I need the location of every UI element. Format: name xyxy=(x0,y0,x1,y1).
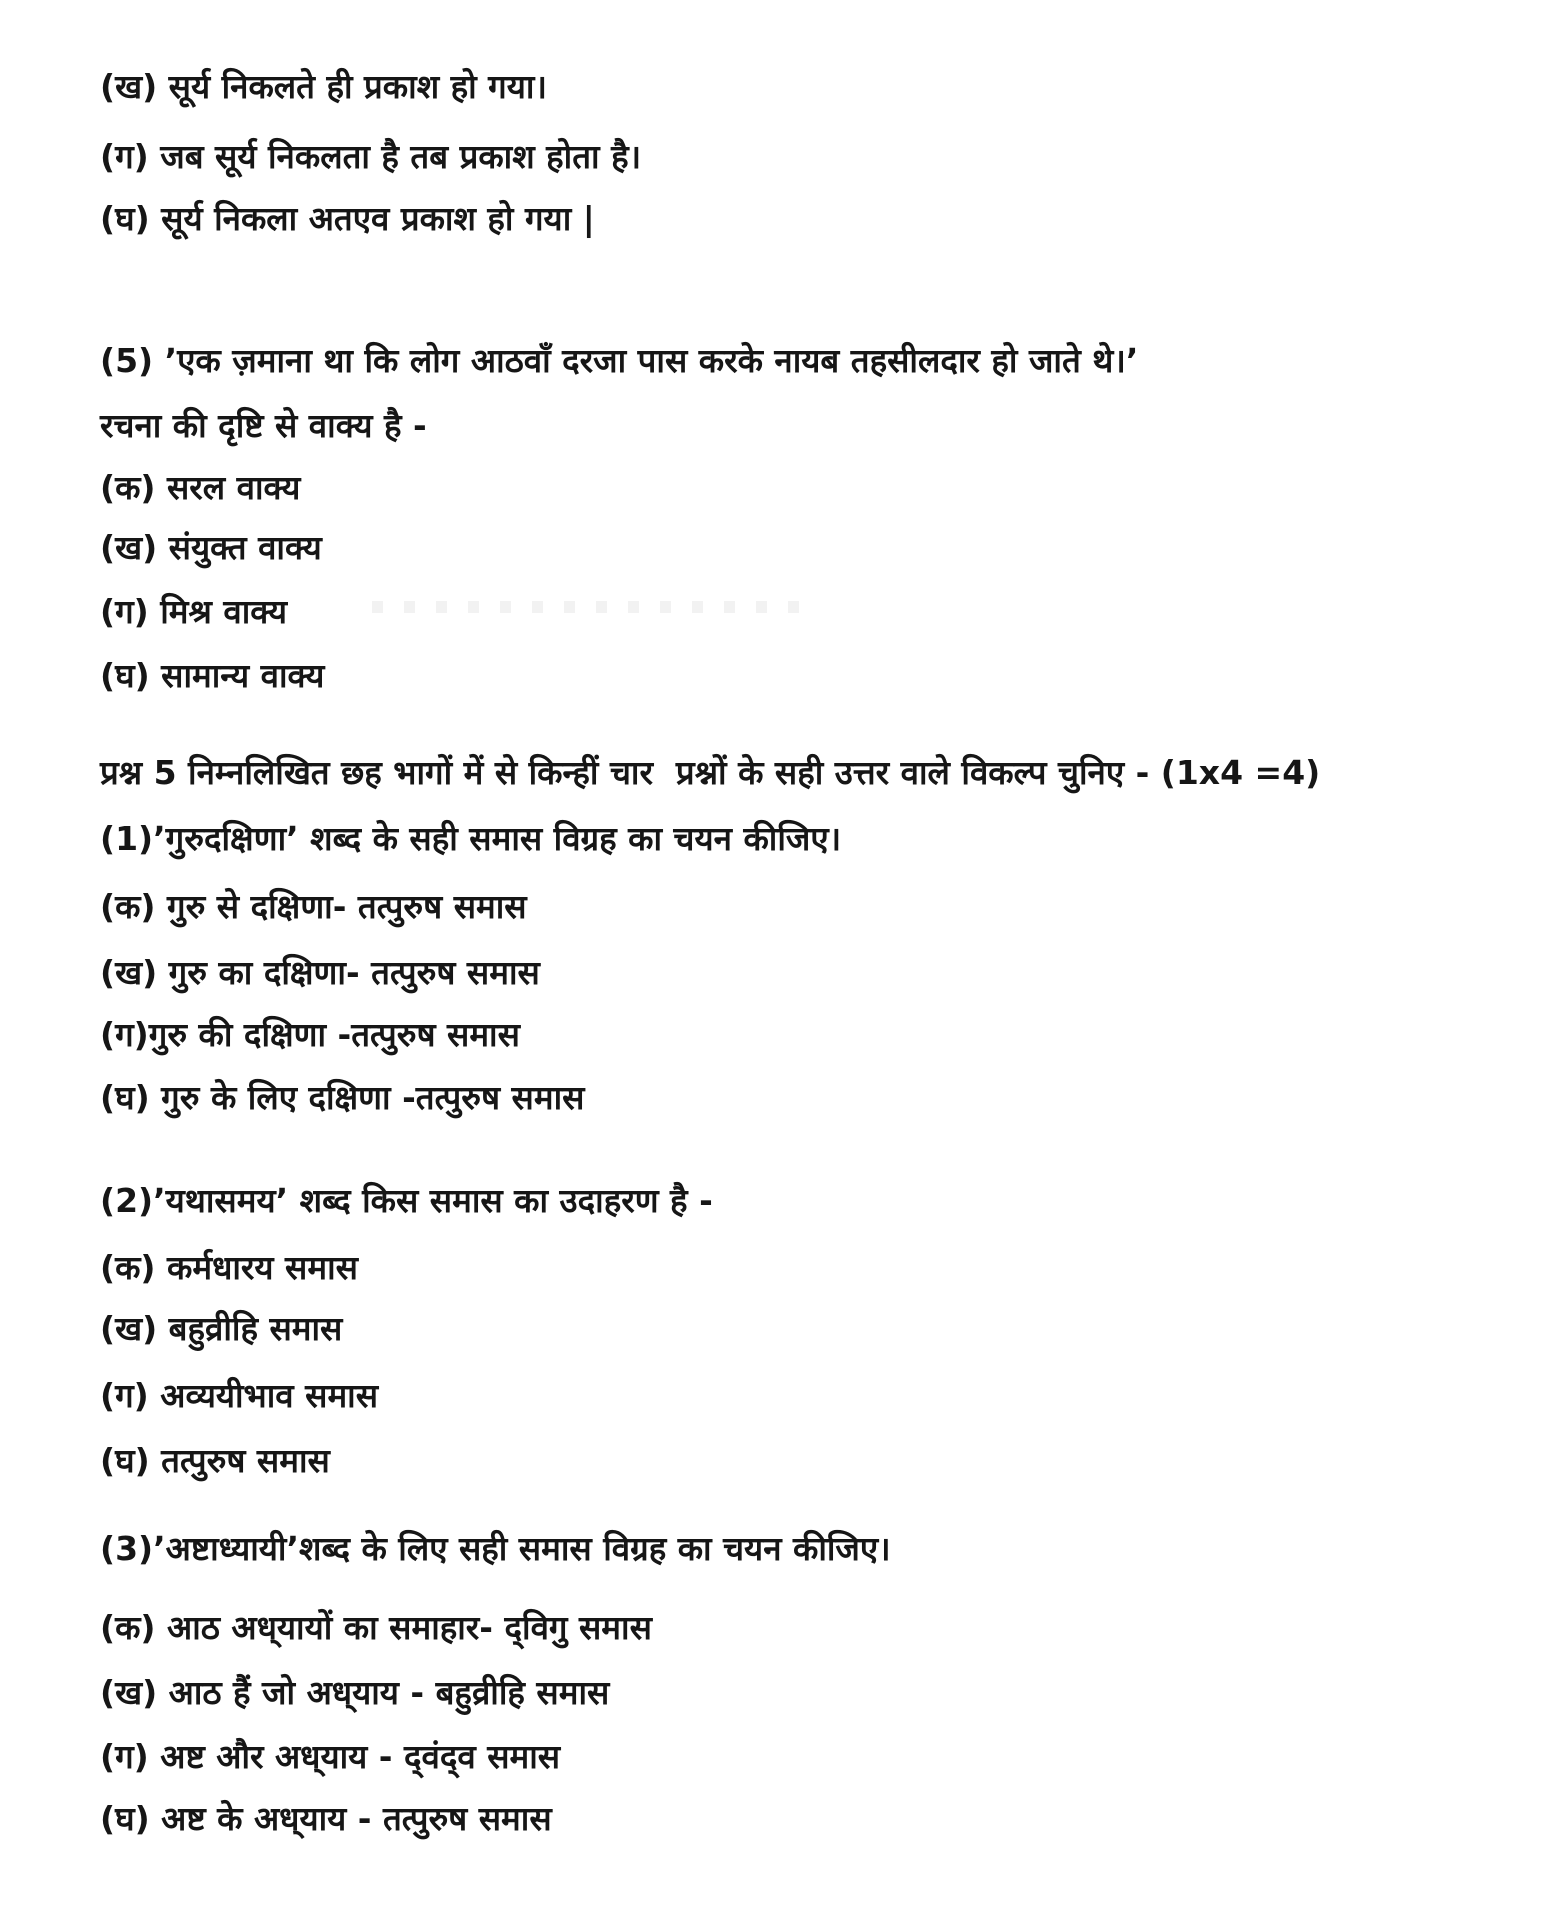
sub-question: (1)’गुरुदक्षिणा’ शब्द के सही समास विग्रह का चयन कीजिए। xyxy=(100,819,842,858)
scan-artifact-dots xyxy=(372,601,802,613)
option-line: (क) सरल वाक्य xyxy=(100,468,301,507)
option-line: (घ) सामान्य वाक्य xyxy=(100,656,325,695)
option-line: (घ) तत्पुरुष समास xyxy=(100,1441,330,1480)
option-line: (घ) अष्ट के अध्‌याय - तत्पुरुष समास xyxy=(100,1799,552,1838)
option-line: (क) आठ अध्‌यायों का समाहार- द्‌विगु समास xyxy=(100,1608,652,1647)
option-line: (ख) गुरु का दक्षिणा- तत्पुरुष समास xyxy=(100,953,540,992)
sub-question: (3)’अष्टाध्यायी’शब्द के लिए सही समास विग्रह का चयन कीजिए। xyxy=(100,1529,891,1568)
option-line: (घ) सूर्य निकला अतएव प्रकाश हो गया | xyxy=(100,199,595,238)
option-line: (ग)गुरु की दक्षिणा -तत्पुरुष समास xyxy=(100,1015,520,1054)
option-line: (ग) अष्ट और अध्‌याय - द्‌वंद्‌व समास xyxy=(100,1737,561,1776)
option-line: (ग) अव्ययीभाव समास xyxy=(100,1376,379,1415)
question-statement: (5) ’एक ज़माना था कि लोग आठवाँ दरजा पास करके नायब तहसीलदार हो जाते थे।’ xyxy=(100,341,1139,380)
option-line: (ख) बहुव्रीहि समास xyxy=(100,1309,343,1348)
section-heading: प्रश्न 5 निम्नलिखित छह भागों में से किन्हीं चार प्रश्नों के सही उत्तर वाले विकल्प चुनिए - (1x4 =4) xyxy=(100,753,1321,792)
option-line: (क) कर्मधारय समास xyxy=(100,1248,358,1287)
question-prompt: रचना की दृष्टि से वाक्य है - xyxy=(100,406,427,445)
option-line: (ख) संयुक्त वाक्य xyxy=(100,528,322,567)
option-line: (ख) सूर्य निकलते ही प्रकाश हो गया। xyxy=(100,67,547,106)
option-line: (घ) गुरु के लिए दक्षिणा -तत्पुरुष समास xyxy=(100,1078,585,1117)
option-line: (क) गुरु से दक्षिणा- तत्पुरुष समास xyxy=(100,887,527,926)
option-line: (ग) मिश्र वाक्य xyxy=(100,592,288,631)
sub-question: (2)’यथासमय’ शब्द किस समास का उदाहरण है - xyxy=(100,1181,713,1220)
option-line: (ग) जब सूर्य निकलता है तब प्रकाश होता है। xyxy=(100,137,642,176)
option-line: (ख) आठ हैं जो अध्‌याय - बहुव्रीहि समास xyxy=(100,1673,610,1712)
